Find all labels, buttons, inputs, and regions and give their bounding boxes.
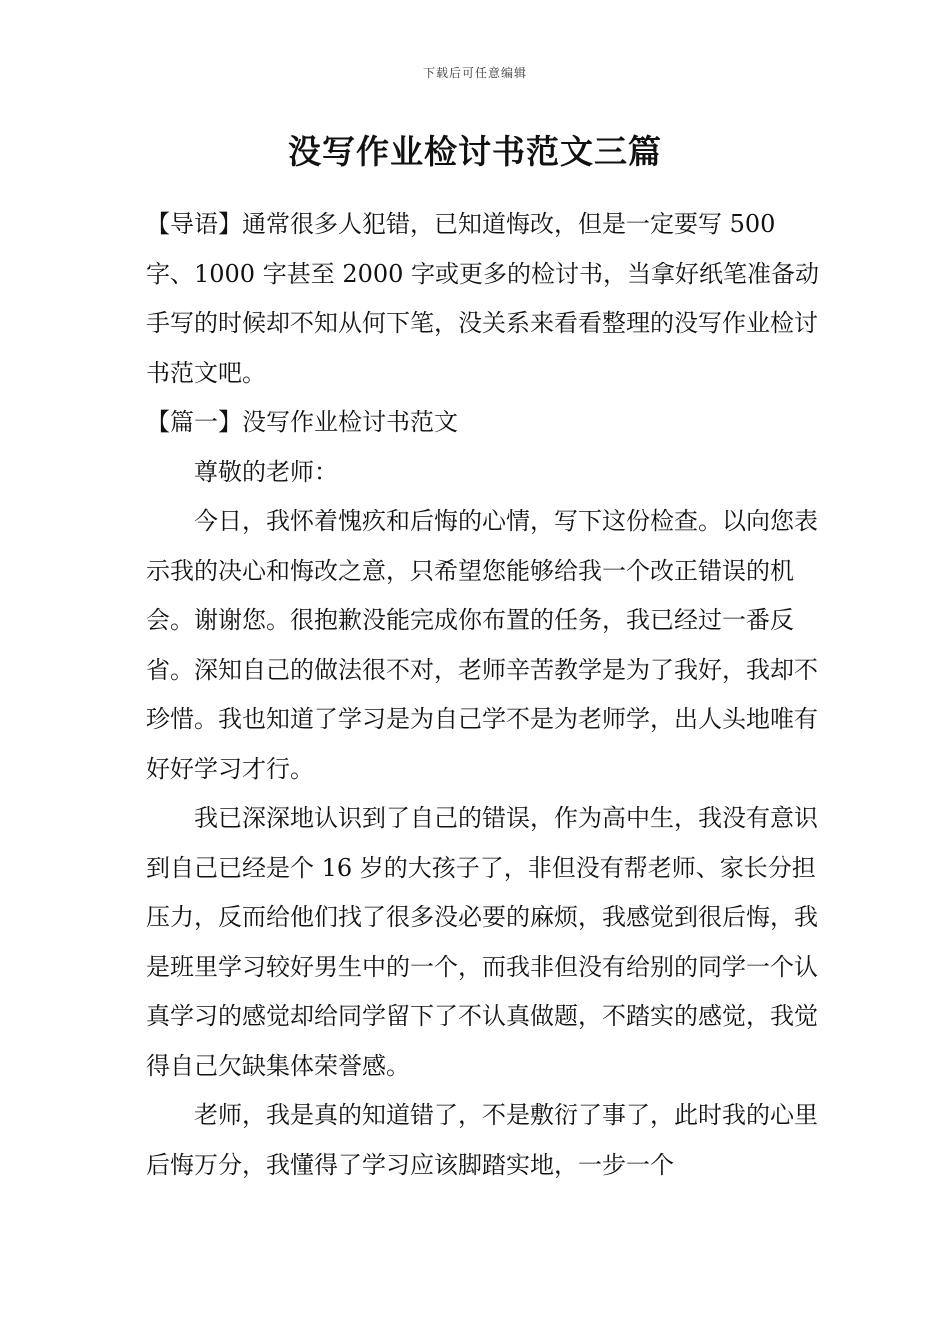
- body-paragraph: 老师，我是真的知道错了，不是敷衍了事了，此时我的心里后悔万分，我懂得了学习应该脚踏实地，一步一个: [146, 1101, 818, 1179]
- header-note: 下载后可任意编辑: [422, 66, 527, 80]
- salutation: 尊敬的老师：: [194, 457, 338, 486]
- body-paragraph: 我已深深地认识到了自己的错误，作为高中生，我没有意识到自己已经是个 16 岁的大孩子了，非但没有帮老师、家长分担压力，反而给他们找了很多没必要的麻烦，我感觉到很后悔，我是班里学习较好男生中的一个，而我非但没有给别的同学一个认真学习的感觉却给同学留下了不认真做题，不踏实的感觉，我觉得自己欠缺集体荣誉感。: [146, 804, 818, 1080]
- section-heading: 【篇一】没写作业检讨书范文: [146, 408, 458, 436]
- body-paragraph: 今日，我怀着愧疚和后悔的心情，写下这份检查。以向您表示我的决心和悔改之意，只希望您能够给我一个改正错误的机会。谢谢您。很抱歉没能完成你布置的任务，我已经过一番反省。深知自己的做法很不对，老师辛苦教学是为了我好，我却不珍惜。我也知道了学习是为自己学不是为老师学，出人头地唯有好好学习才行。: [146, 507, 818, 783]
- page-title: 没写作业检讨书范文三篇: [288, 132, 662, 171]
- document-body: [146, 200, 826, 1190]
- intro-paragraph: 【导语】通常很多人犯错，已知道悔改，但是一定要写 500 字、1000 字甚至 2000 字或更多的检讨书，当拿好纸笔准备动手写的时候却不知从何下笔，没关系来看看整理的没写作业检讨书范文吧。: [146, 210, 820, 387]
